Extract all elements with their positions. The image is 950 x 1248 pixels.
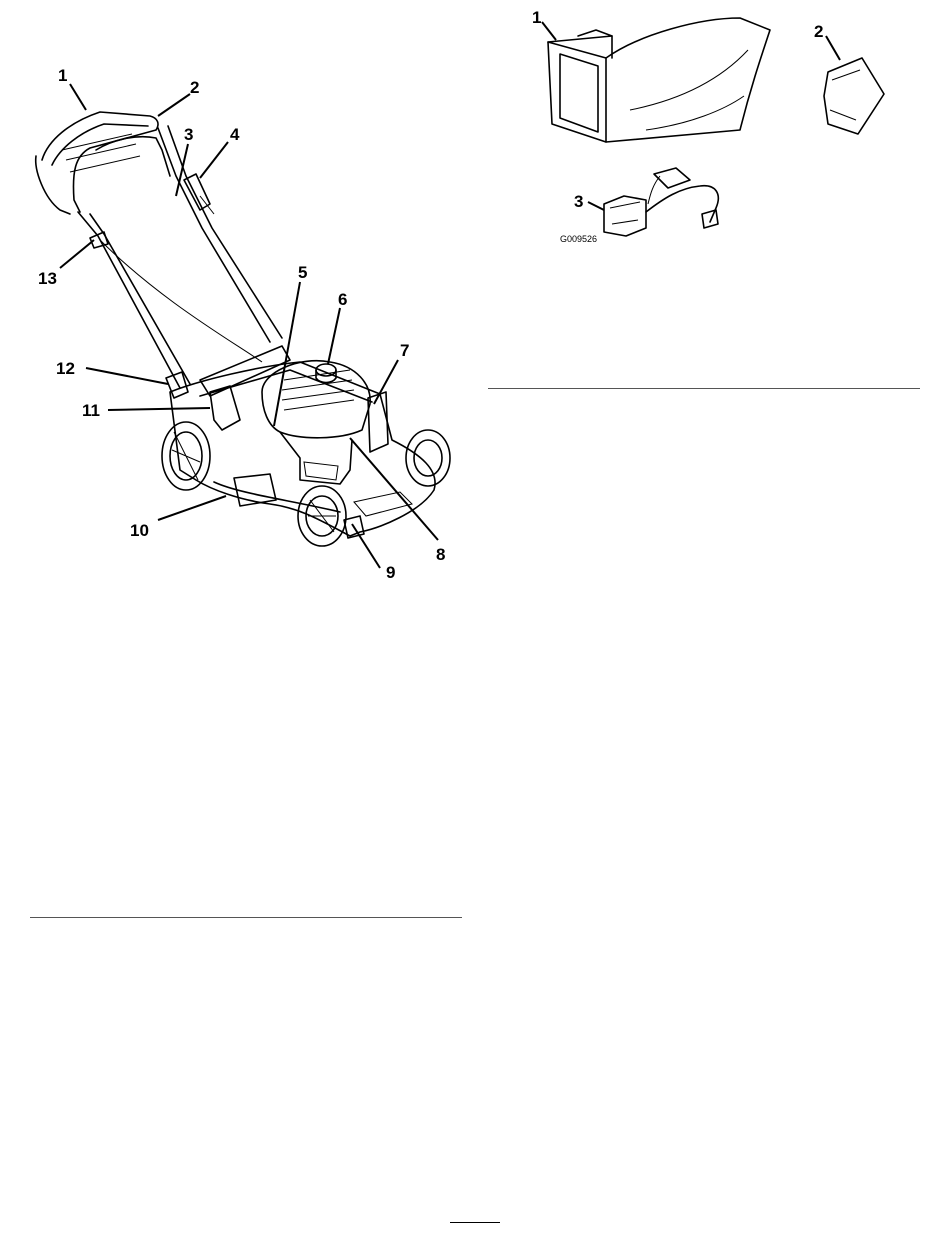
callout-12: 12 (56, 359, 75, 378)
callout-8: 8 (436, 545, 446, 564)
callout-5: 5 (298, 263, 308, 282)
callout-13: 13 (38, 269, 57, 288)
callout-1: 1 (58, 66, 68, 85)
footer-rule (450, 1222, 500, 1223)
rear-left-wheel (162, 422, 210, 490)
callout-3: 3 (184, 125, 194, 144)
figure-id: G009526 (560, 234, 598, 244)
bag-callout-3: 3 (574, 192, 584, 211)
callout-9: 9 (386, 563, 396, 582)
callout-6: 6 (338, 290, 348, 309)
leader-lines (60, 84, 438, 568)
right-leader-lines (542, 22, 840, 210)
callout-11: 11 (82, 401, 100, 420)
callout-2: 2 (190, 78, 200, 97)
rear-right-wheel (406, 430, 450, 486)
callout-4: 4 (230, 125, 240, 144)
grass-bag-illustration (548, 18, 770, 142)
battery-charger-illustration (604, 168, 718, 236)
callout-7: 7 (400, 341, 410, 360)
mulch-plug-illustration (824, 58, 884, 134)
right-column-rule (488, 388, 920, 389)
callout-10: 10 (130, 521, 149, 540)
front-left-wheel (298, 486, 346, 546)
bag-callout-1: 1 (532, 8, 542, 27)
left-column-rule (30, 917, 462, 918)
bag-callout-2: 2 (814, 22, 824, 41)
